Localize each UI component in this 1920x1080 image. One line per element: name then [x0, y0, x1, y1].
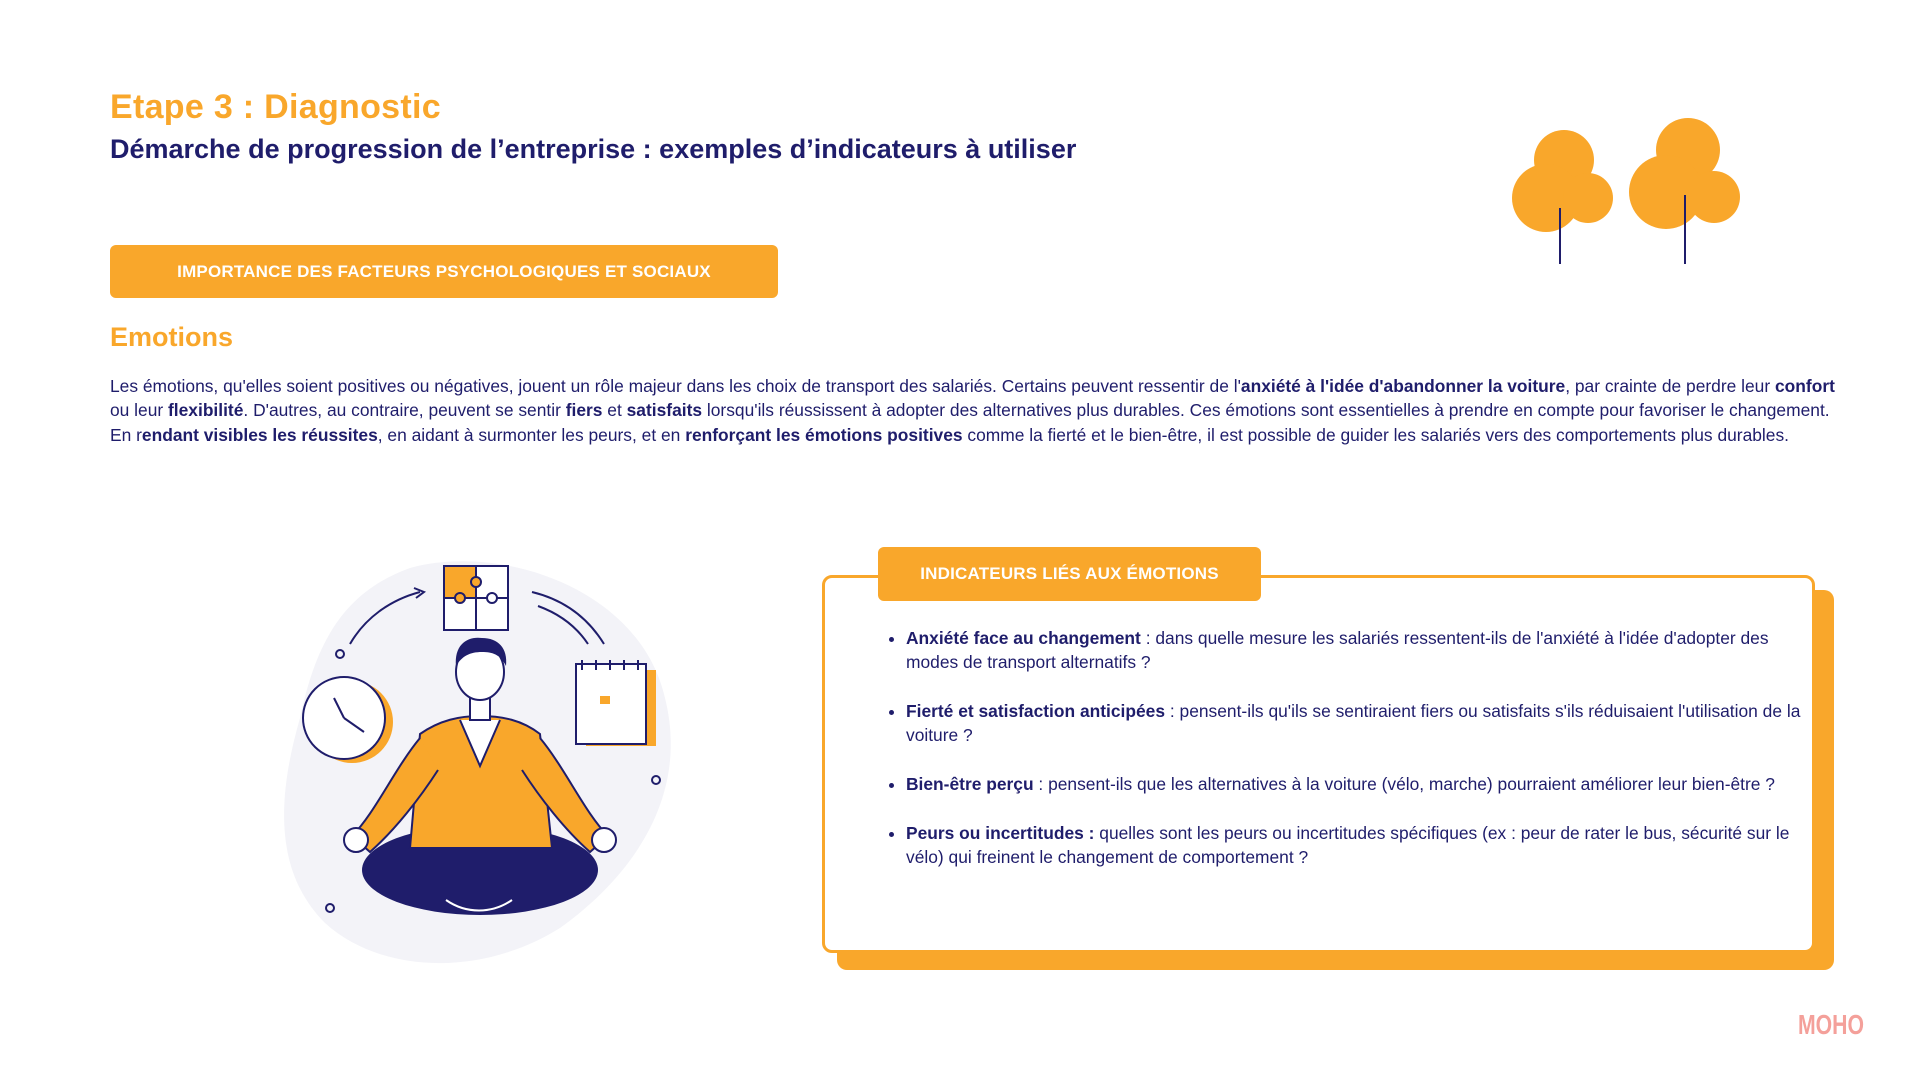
intro-text: comme la fierté et le bien-être, il est possible de guider les salariés vers des comportements plus durables.	[962, 424, 1789, 445]
intro-text: ou leur	[110, 400, 169, 421]
section-banner: IMPORTANCE DES FACTEURS PSYCHOLOGIQUES ET SOCIAUX	[110, 245, 778, 298]
indicator-term: Peurs ou incertitudes :	[906, 822, 1095, 843]
indicator-description: quelles sont les peurs ou incertitudes spécifiques (ex : peur de rater le bus, sécurité sur le vélo) qui freinent le changement de comportement ?	[906, 822, 1790, 868]
list-item	[906, 821, 1811, 870]
intro-paragraph	[110, 374, 1850, 447]
intro-text: , par crainte de perdre leur	[1565, 376, 1775, 396]
moho-logo	[1798, 982, 1870, 1042]
intro-text: , en aidant à surmonter les peurs, et en	[377, 424, 686, 445]
puzzle-icon	[444, 566, 508, 630]
intro-text: et	[602, 400, 627, 421]
intro-text: lorsqu'ils réussissent à adopter des alternatives plus durables. Ces émotions sont essentielles à prendre en compte pour favoriser le changement. En r	[110, 400, 1830, 445]
tree-right	[1629, 118, 1740, 264]
tree-left	[1512, 130, 1613, 264]
calendar-icon	[576, 660, 656, 746]
indicator-card-title: INDICATEURS LIÉS AUX ÉMOTIONS	[878, 547, 1261, 601]
indicator-description: : dans quelle mesure les salariés ressentent-ils de l'anxiété à l'idée d'adopter des modes de transport alternatifs ?	[906, 628, 1769, 673]
indicator-term: Anxiété face au changement	[906, 628, 1141, 648]
meditation-illustration	[270, 548, 690, 968]
intro-highlight: flexibilité	[168, 400, 244, 421]
intro-highlight: fiers	[565, 400, 603, 421]
intro-highlight: renforçant les émotions positives	[685, 424, 963, 445]
indicator-list	[888, 626, 1811, 894]
intro-highlight: satisfaits	[626, 400, 703, 421]
indicator-description: : pensent-ils qu'ils se sentiraient fiers ou satisfaits s'ils réduisaient l'utilisation de la voiture ?	[906, 701, 1801, 746]
indicator-description: : pensent-ils que les alternatives à la voiture (vélo, marche) pourraient améliorer leur bien-être ?	[1033, 774, 1775, 795]
intro-text: Les émotions, qu'elles soient positives ou négatives, jouent un rôle majeur dans les choix de transport des salariés. Certains peuvent ressentir de l'	[110, 376, 1241, 396]
trees-illustration	[1500, 118, 1760, 268]
list-item	[906, 626, 1811, 675]
indicator-term: Fierté et satisfaction anticipées	[906, 701, 1166, 722]
intro-highlight: confort	[1774, 376, 1835, 396]
page-title: Etape 3 : Diagnostic	[110, 88, 441, 126]
list-item	[906, 699, 1811, 748]
indicator-term: Bien-être perçu	[906, 774, 1034, 795]
section-title: Emotions	[110, 322, 234, 352]
intro-text: . D'autres, au contraire, peuvent se sentir	[243, 400, 566, 421]
intro-highlight: endant visibles les réussites	[141, 424, 378, 445]
page-subtitle: Démarche de progression de l’entreprise : exemples d’indicateurs à utiliser	[110, 134, 1077, 164]
list-item	[906, 772, 1811, 796]
svg-text:MOHO: MOHO	[1798, 1009, 1864, 1040]
intro-highlight: anxiété à l'idée d'abandonner la voiture	[1240, 376, 1566, 396]
